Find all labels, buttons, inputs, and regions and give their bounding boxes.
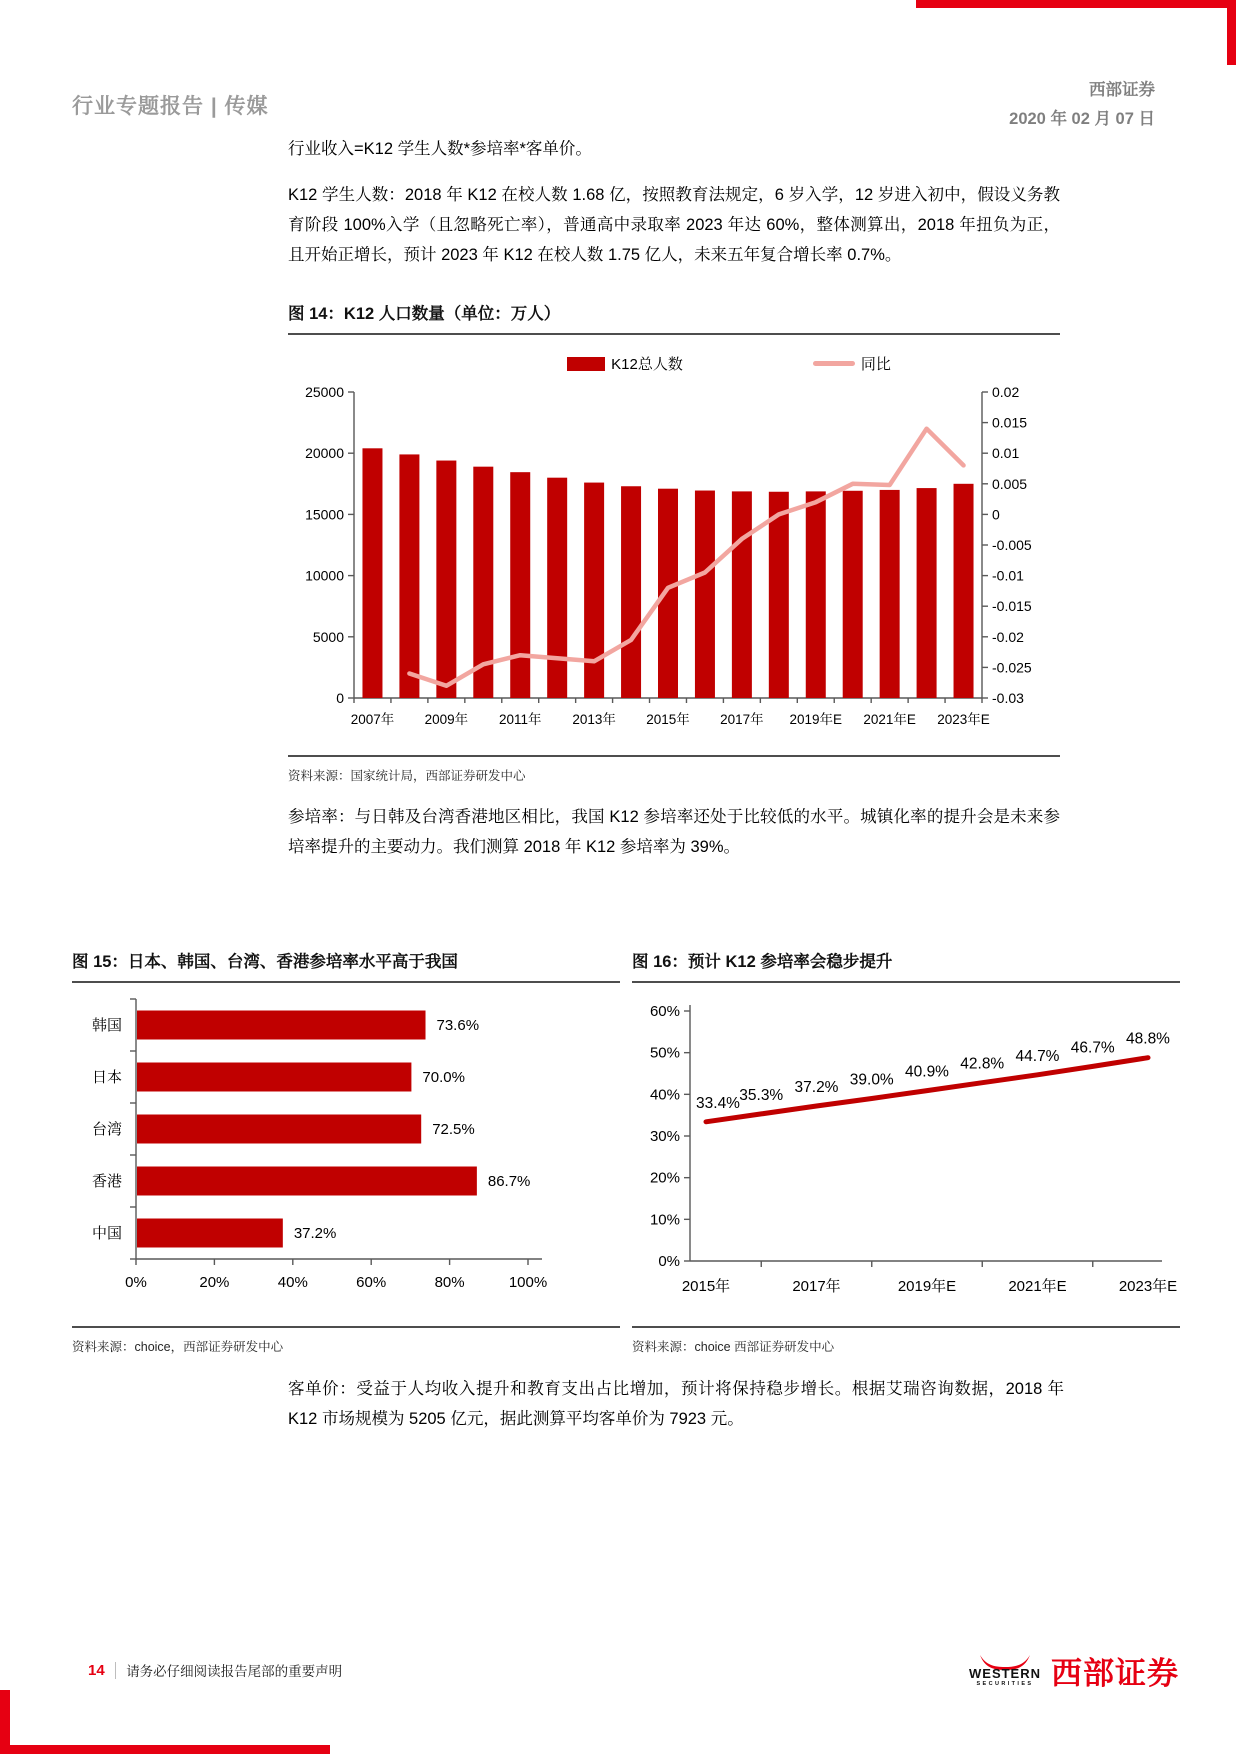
svg-text:35.3%: 35.3%: [739, 1086, 784, 1104]
legend-label-line: 同比: [860, 356, 891, 373]
svg-text:2007年: 2007年: [350, 712, 395, 727]
svg-text:10000: 10000: [305, 567, 344, 584]
svg-text:20%: 20%: [649, 1169, 680, 1187]
report-type-label: 行业专题报告 | 传媒: [72, 95, 269, 118]
svg-text:40%: 40%: [277, 1274, 308, 1291]
figure-16-source: 资料来源：choice 西部证券研发中心: [632, 1340, 835, 1354]
svg-text:60%: 60%: [649, 1003, 680, 1020]
svg-text:20000: 20000: [305, 445, 344, 462]
report-date: 2020 年 02 月 07 日: [1009, 110, 1155, 128]
figure-16-title: 图 16：预计 K12 参培率会稳步提升: [632, 948, 1180, 983]
figures-row: [72, 948, 1180, 1355]
line-swatch-icon: [813, 361, 855, 366]
svg-text:5000: 5000: [312, 628, 344, 645]
svg-text:2021年E: 2021年E: [1008, 1278, 1067, 1295]
svg-text:2013年: 2013年: [572, 712, 616, 727]
penetration-by-region-chart: [72, 983, 620, 1315]
svg-text:44.7%: 44.7%: [1015, 1047, 1060, 1065]
svg-text:20%: 20%: [199, 1274, 230, 1291]
svg-text:0: 0: [992, 506, 1000, 523]
svg-text:0: 0: [336, 690, 344, 706]
logo-word: WESTERN: [969, 1665, 1041, 1681]
svg-text:2023年E: 2023年E: [937, 712, 990, 727]
footer-divider: [115, 1662, 117, 1679]
svg-text:37.2%: 37.2%: [293, 1225, 337, 1242]
svg-text:-0.005: -0.005: [992, 537, 1032, 553]
svg-text:42.8%: 42.8%: [960, 1055, 1005, 1073]
svg-text:86.7%: 86.7%: [487, 1173, 531, 1190]
figure-14-source: 资料来源：国家统计局，西部证券研发中心: [288, 769, 526, 783]
svg-text:-0.03: -0.03: [992, 690, 1024, 706]
svg-text:48.8%: 48.8%: [1126, 1030, 1170, 1048]
figure-14: [288, 300, 1060, 784]
svg-text:46.7%: 46.7%: [1070, 1039, 1115, 1057]
page-number: 14: [88, 1661, 105, 1679]
svg-text:100%: 100%: [508, 1274, 548, 1291]
svg-text:25000: 25000: [305, 384, 344, 400]
intro-paragraph: 行业收入=K12 学生人数*参培率*客单价。: [288, 140, 592, 158]
figure-14-legend: [398, 353, 1060, 374]
svg-text:-0.02: -0.02: [992, 628, 1024, 645]
figure-16: [632, 948, 1180, 1355]
svg-text:50%: 50%: [649, 1044, 680, 1062]
svg-text:33.4%: 33.4%: [696, 1094, 740, 1112]
svg-text:-0.015: -0.015: [992, 598, 1032, 615]
svg-text:60%: 60%: [356, 1274, 387, 1291]
price-paragraph: 客单价：受益于人均收入提升和教育支出占比增加，预计将保持稳步增长。根据艾瑞咨询数据，2018 年 K12 市场规模为 5205 亿元，据此测算平均客单价为 7923 元。: [288, 1380, 1064, 1428]
svg-text:40%: 40%: [649, 1086, 680, 1104]
svg-text:37.2%: 37.2%: [794, 1079, 839, 1096]
svg-text:72.5%: 72.5%: [432, 1121, 475, 1138]
svg-text:30%: 30%: [649, 1128, 680, 1145]
svg-text:-0.025: -0.025: [992, 659, 1032, 676]
logo-wordmark: [969, 1654, 1041, 1688]
figure-14-title: 图 14：K12 人口数量（单位：万人）: [288, 300, 1060, 335]
brand-name: 西部证券: [1089, 81, 1155, 99]
svg-text:0.02: 0.02: [992, 384, 1020, 400]
legend-item-bars: [567, 353, 683, 374]
figure-15-source: 资料来源：choice，西部证券研发中心: [72, 1340, 284, 1354]
bottom-left-accent-bar: [0, 1745, 330, 1754]
svg-text:香港: 香港: [91, 1173, 122, 1190]
svg-text:40.9%: 40.9%: [905, 1063, 949, 1081]
top-right-accent-bar: [916, 0, 1236, 8]
logo-sub-word: SECURITIES: [976, 1680, 1034, 1687]
svg-text:日本: 日本: [91, 1069, 122, 1086]
svg-text:80%: 80%: [434, 1274, 465, 1291]
bar-swatch-icon: [567, 357, 605, 371]
main-content: [288, 138, 1060, 862]
svg-text:韩国: 韩国: [91, 1017, 122, 1034]
header-right: [1009, 76, 1155, 129]
svg-text:2021年E: 2021年E: [863, 712, 916, 727]
svg-text:2023年E: 2023年E: [1118, 1278, 1178, 1295]
svg-text:2017年: 2017年: [720, 712, 764, 727]
svg-text:73.6%: 73.6%: [436, 1017, 480, 1034]
svg-text:2019年E: 2019年E: [897, 1278, 957, 1295]
top-right-accent-edge: [1227, 0, 1236, 65]
svg-text:2019年E: 2019年E: [789, 712, 843, 727]
penetration-forecast-chart: [632, 983, 1180, 1315]
svg-text:0.015: 0.015: [992, 414, 1028, 431]
svg-text:2015年: 2015年: [681, 1278, 731, 1295]
logo-brand-name: 西部证券: [1051, 1656, 1179, 1691]
students-paragraph: K12 学生人数：2018 年 K12 在校人数 1.68 亿，按照教育法规定，6 岁入学，12 岁进入初中，假设义务教育阶段 100%入学（且忽略死亡率），普通高中录取率 2023 年达 60%，整体测算出，2018 年扭负为正，且开始正增长，预计 2023 年 K12 在校人数 1.75 亿人，未来五年复合增长率 0.7%。: [288, 186, 1060, 264]
figure-15: [72, 948, 620, 1355]
k12-population-chart: [288, 376, 1060, 744]
footer-left: [88, 1660, 342, 1680]
svg-text:-0.01: -0.01: [992, 567, 1024, 584]
penetration-paragraph: 参培率：与日韩及台湾香港地区相比，我国 K12 参培率还处于比较低的水平。城镇化率的提升会是未来参培率提升的主要动力。我们测算 2018 年 K12 参培率为 39%。: [288, 808, 1060, 856]
svg-text:0%: 0%: [125, 1274, 147, 1291]
svg-text:15000: 15000: [305, 506, 344, 523]
svg-text:2011年: 2011年: [498, 712, 542, 727]
svg-text:2017年: 2017年: [792, 1278, 841, 1295]
svg-text:10%: 10%: [649, 1211, 680, 1229]
figure-15-title: 图 15：日本、韩国、台湾、香港参培率水平高于我国: [72, 948, 620, 983]
footer-disclaimer: 请务必仔细阅读报告尾部的重要声明: [126, 1664, 343, 1679]
svg-text:0.01: 0.01: [992, 445, 1020, 462]
svg-text:39.0%: 39.0%: [849, 1071, 894, 1089]
legend-label-bars: K12总人数: [611, 356, 683, 373]
svg-text:中国: 中国: [91, 1225, 122, 1242]
svg-text:2009年: 2009年: [424, 712, 469, 727]
svg-text:0%: 0%: [658, 1253, 680, 1270]
svg-text:0.005: 0.005: [992, 475, 1028, 492]
svg-text:台湾: 台湾: [91, 1121, 122, 1138]
legend-item-line: [813, 353, 891, 374]
western-securities-logo: [969, 1648, 1179, 1693]
svg-text:70.0%: 70.0%: [422, 1069, 465, 1086]
svg-text:2015年: 2015年: [646, 712, 690, 727]
